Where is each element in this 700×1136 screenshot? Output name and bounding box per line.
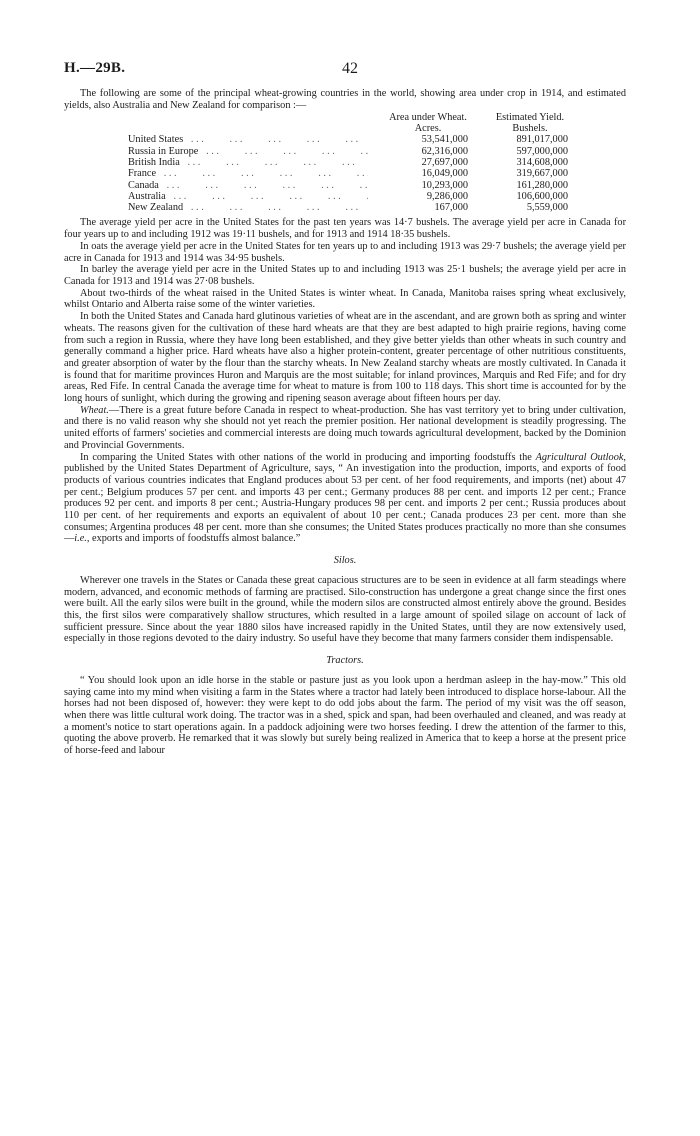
tractors-heading: Tractors. <box>326 655 364 667</box>
area-cell: 27,697,000 <box>368 157 468 168</box>
body-paragraph: The average yield per acre in the United States for the past ten years was 14·7 bushels. The average yield per acre in Canada for four years up to and including 1912 was 19·11 bushels, and for 1913 and 1914 18·35 bushels. <box>64 217 626 241</box>
page-header <box>60 60 640 80</box>
table-row <box>128 191 568 202</box>
wheat-paragraph <box>64 405 626 452</box>
comparing-paragraph <box>64 452 626 546</box>
wheat-label: Wheat. <box>80 404 109 416</box>
country-cell: Russia in Europe . . . <box>128 146 378 157</box>
yield-cell: 597,000,000 <box>516 145 568 157</box>
country-cell: New Zealand . . . <box>128 202 378 213</box>
body-paragraph: In oats the average yield per acre in the United States for ten years up to and including 1913 was 29·7 bushels; the average yield per acre in Canada for 1913 and 1914 was 34·95 bushels. <box>64 240 626 264</box>
area-cell: 9,286,000 <box>368 191 468 202</box>
area-cell: 16,049,000 <box>368 168 468 179</box>
area-cell: 53,541,000 <box>368 134 468 145</box>
table-row <box>128 157 568 168</box>
intro-paragraph: The following are some of the principal wheat-growing countries in the world, showing area under crop in 1914, and estimated yields, also Australia and New Zealand for comparison :— <box>64 88 626 111</box>
wheat-text: —There is a great future before Canada in respect to wheat-production. She has vast territory yet to bring under cultivation, and there is no valid reason why she should not yet reach the premier position. Her national development is steadily progressing. The united efforts of farmers' societies and commercial interests are doing much towards agricultural development, backed by the Dominion and Provincial Governments. <box>64 404 626 451</box>
body-paragraph: In barley the average yield per acre in the United States up to and including 1913 was 25·1 bushels; the average yield per acre in Canada for 1913 and 1914 was 27·08 bushels. <box>64 264 626 287</box>
silos-heading: Silos. <box>333 555 357 567</box>
yield-cell: 891,017,000 <box>516 134 568 146</box>
ie-abbrev: i.e. <box>74 533 87 545</box>
yield-column-label: Estimated Yield. <box>495 112 565 124</box>
silos-paragraph: Wherever one travels in the States or Canada these great capacious structures are to be seen in evidence at all farm steadings where modern, advanced, and economic methods of farming are practised. Silo-construction has undergone a great change since the first ones were built. All the early silos were built in the ground, while the modern silos are constructed almost entirely above the ground. Besides this, the first silos were comparatively shallow structures, which resulted in a large amount of spoiled silage on account of lack of sufficient pressure. Since about the year 1880 silos have increased rapidly in the United States, until they are now extensively used, especially in those regions devoted to the dairy industry. So useful have they become that many farmers consider them indispensable. <box>64 574 626 645</box>
comparing-pre: In comparing the United States with other nations of the world in producing and importing foodstuffs the <box>80 451 536 463</box>
table-row <box>128 146 568 157</box>
country-cell: Australia . . . <box>128 191 378 202</box>
document-reference: H.—29B. <box>64 60 126 76</box>
comparing-post: , published by the United States Department of Agriculture, says, “ An investigation into the production, imports, and exports of food products of various countries indicates that England produces about 53 per cent. of her food requirements, and imports (net) about 47 per cent.; Belgium produces 57 per cent. and imports 43 per cent.; Germany produces 88 per cent. and imports 12 per cent.; France produces 92 per cent. and imports 8 per cent.; Austria-Hungary produces 98 per cent. and imports 2 per cent.; Russia produces about 110 per cent. of her requirements and exports an equivalent of about 10 per cent.; Canada produces 23 per cent. more than she consumes; Argentina produces 48 per cent. more than she consumes; the United States produces practically no more than she consumes— <box>64 451 626 545</box>
yield-column-header <box>484 112 576 134</box>
yield-cell: 161,280,000 <box>516 179 568 191</box>
area-cell: 62,316,000 <box>368 146 468 157</box>
yield-cell: 106,600,000 <box>516 190 568 202</box>
page-number: 42 <box>342 60 358 77</box>
yield-cell: 319,667,000 <box>516 168 568 180</box>
area-cell: 167,000 <box>368 202 468 213</box>
wheat-table <box>128 112 568 213</box>
country-cell: British India . . . <box>128 157 378 168</box>
tractors-paragraph: “ You should look upon an idle horse in the stable or pasture just as you look upon a herdman asleep in the hay-mow.” This old saying came into my mind when visiting a farm in the States where a tractor had lately been introduced to displace horse-labour. All the horses had not been disposed of, however: they were kept to do odd jobs about the farm. The period of my visit was the off season, when there was little cultural work doing. The tractor was in a shed, spick and span, had been overhauled and cleaned, and was ready at a moment's notice to start operations again. In a paddock adjoining were two horses feeding. I drew the attention of the farmer to this, quoting the above proverb. He remarked that it was slowly but surely being realized in America that to keep a horse at the present price of horse-feed and labour <box>64 674 626 757</box>
yield-column-unit: Bushels. <box>512 123 548 135</box>
table-row <box>128 168 568 179</box>
table-header <box>128 112 568 134</box>
area-column-unit: Acres. <box>414 123 442 135</box>
country-cell: Canada . . . <box>128 180 378 191</box>
yield-cell: 314,608,000 <box>516 157 568 168</box>
table-rows <box>128 134 568 213</box>
area-column-header <box>376 112 480 134</box>
comparing-tail: , exports and imports of foodstuffs almost balance.” <box>86 533 301 545</box>
yield-cell: 5,559,000 <box>526 202 568 214</box>
table-row <box>128 202 568 213</box>
paragraphs-a <box>64 217 626 404</box>
body-paragraph: About two-thirds of the wheat raised in the United States is winter wheat. In Canada, Manitoba raises spring wheat exclusively, whilst Ontario and Alberta raise some of the winter varieties. <box>64 287 626 311</box>
table-row <box>128 180 568 191</box>
area-cell: 10,293,000 <box>368 180 468 191</box>
page-body <box>64 88 626 757</box>
publication-title: Agricultural Outlook <box>535 451 624 463</box>
area-column-label: Area under Wheat. <box>389 112 467 124</box>
body-paragraph: In both the United States and Canada hard glutinous varieties of wheat are in the ascendant, and are grown both as spring and winter wheats. The reasons given for the cultivation of these hard wheats are that they are best adapted to high prairie regions, having come from such a region in Russia, where they have long been established, and they give better yields than other wheats in such country and generally command a higher price. Hard wheats have also a higher protein-content, greater percentage of other nutritious constituents, and greater absorption of water by the flour than the starchy wheats. In New Zealand starchy wheats are mostly cultivated. In Canada it is found that for maritime provinces Huron and Marquis are the most suitable; for inland provinces, Marquis and Red Fife; and for dry areas, Red Fife. In central Canada the average time for wheat to mature is from 100 to 118 days. This short time is accounted for by the long hours of sunlight, which during the growing and ripening season average about fifteen hours per day. <box>64 311 626 405</box>
table-row <box>128 134 568 145</box>
country-cell: United States . . . <box>128 134 378 145</box>
country-cell: France . . . <box>128 168 378 179</box>
